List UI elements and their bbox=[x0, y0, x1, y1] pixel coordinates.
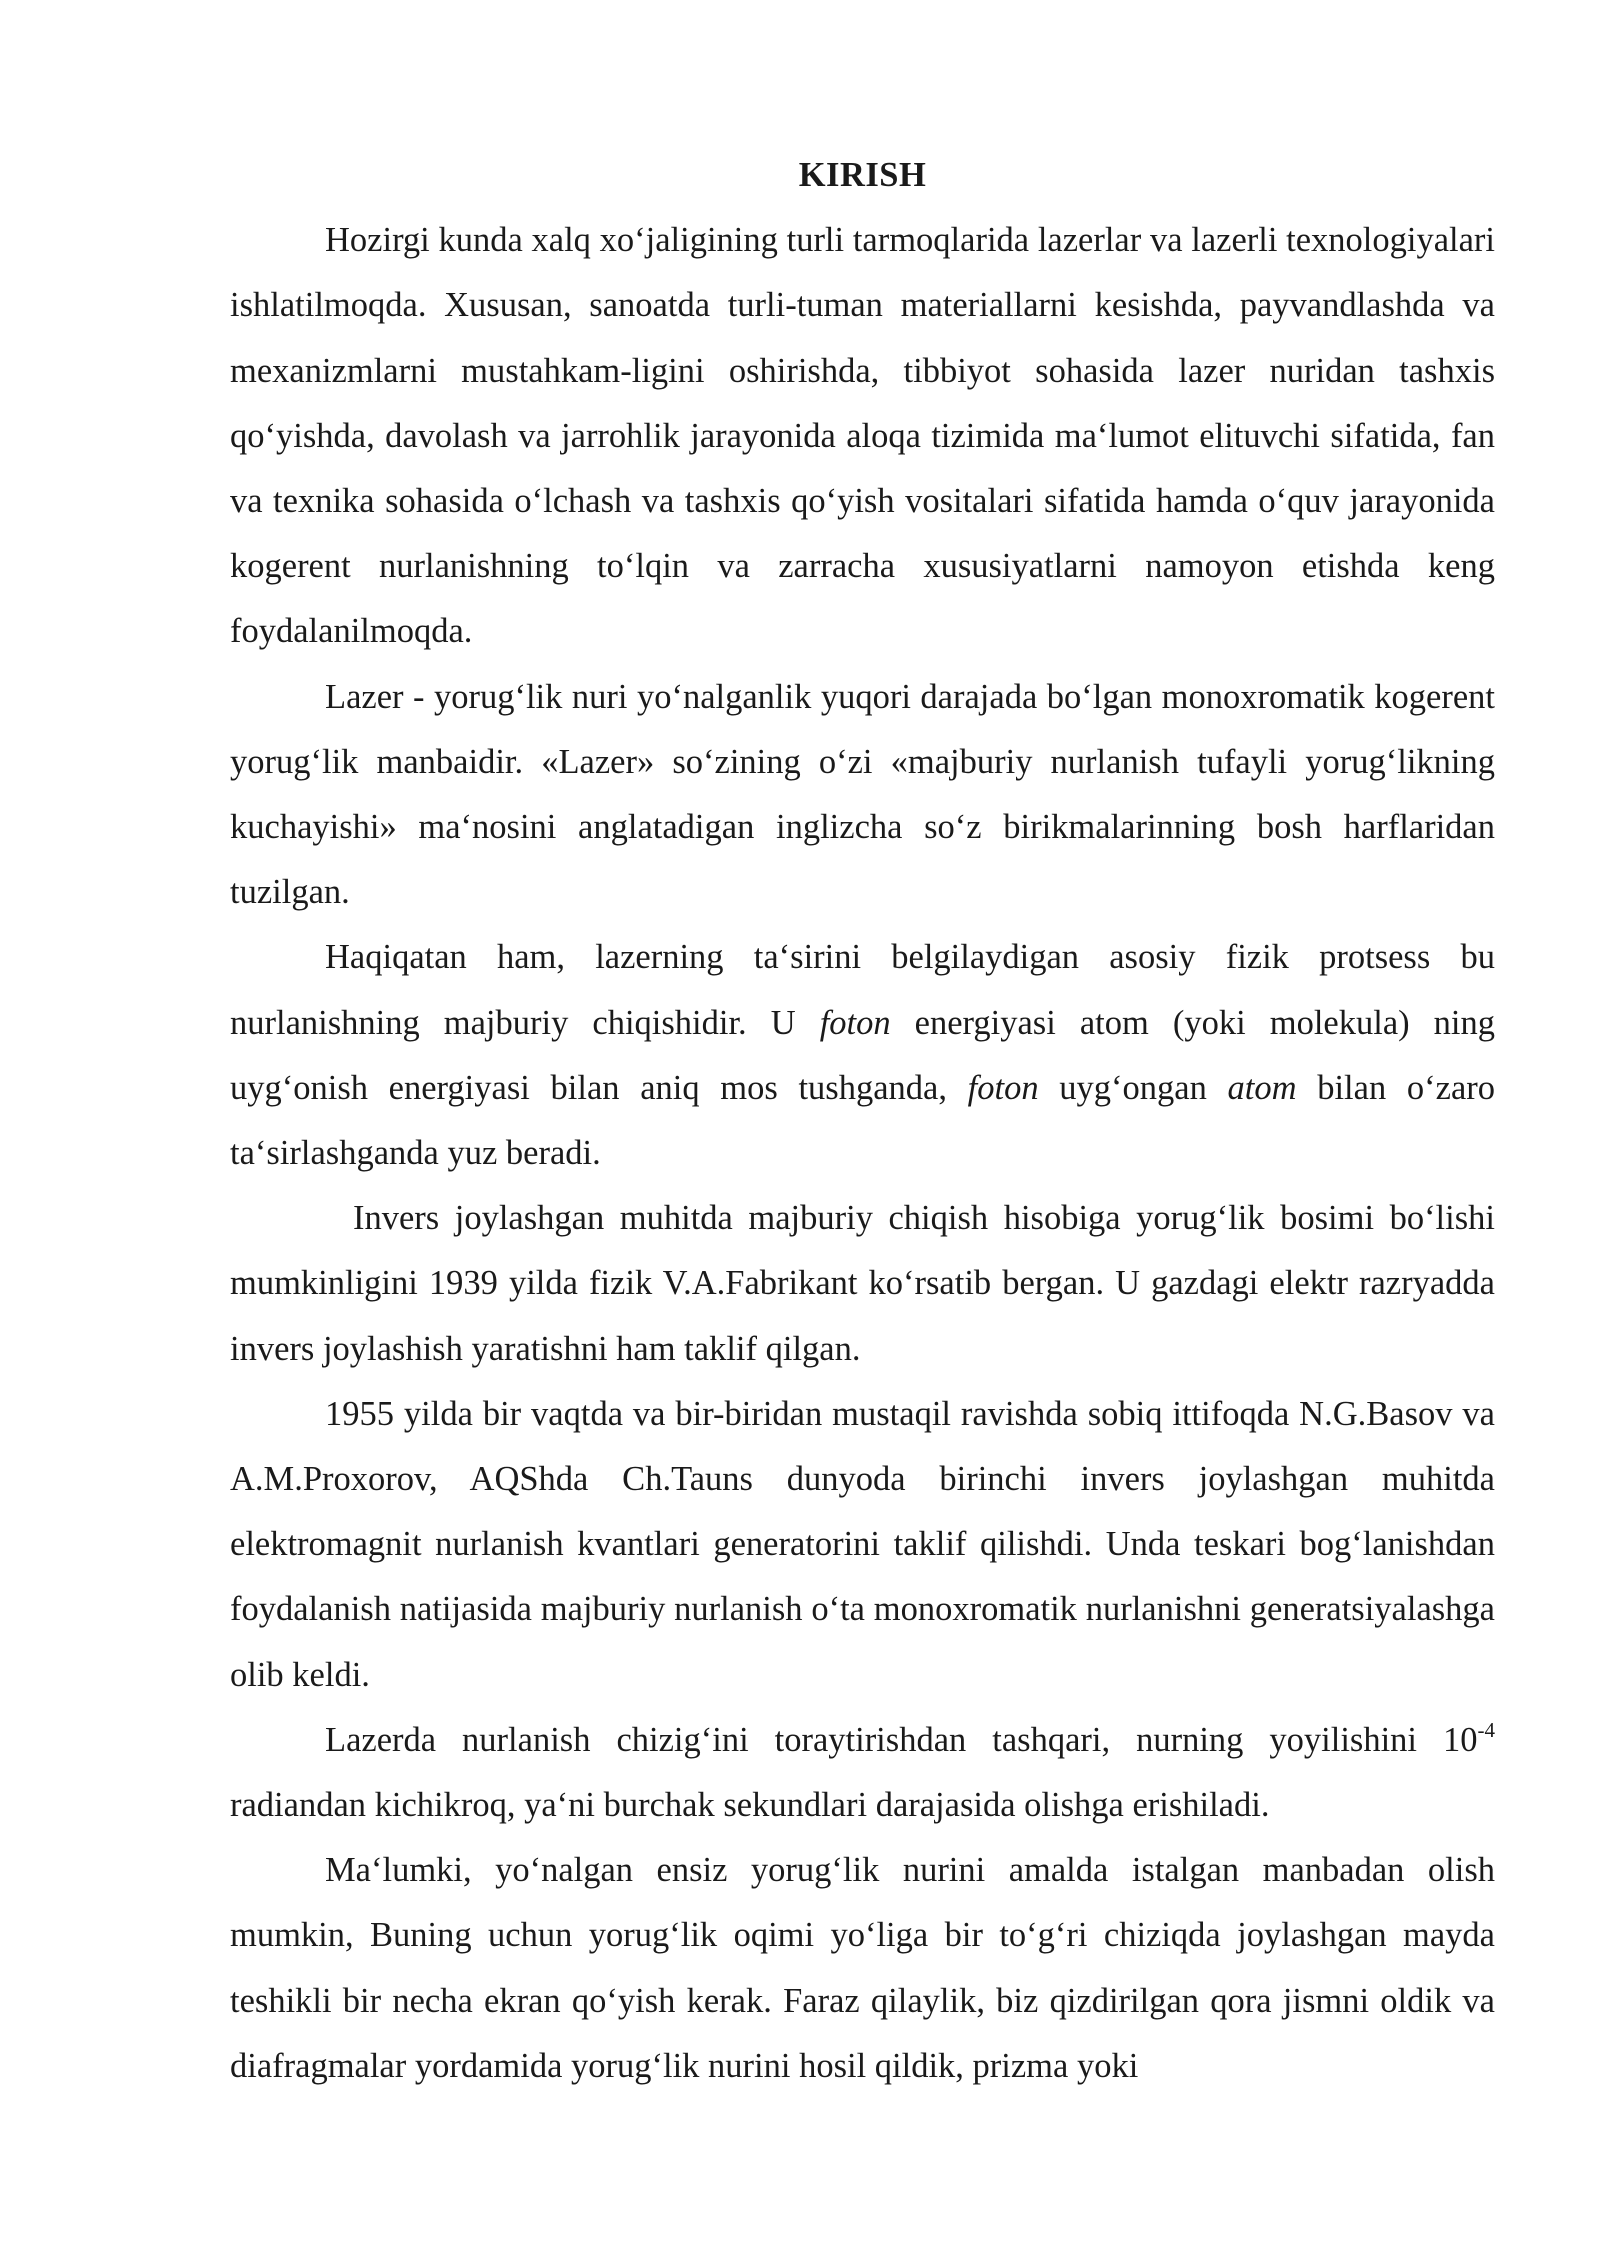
italic-term-foton: foton bbox=[819, 1003, 891, 1042]
paragraph-stimulated-emission bbox=[230, 925, 1495, 1186]
page-content bbox=[230, 143, 1495, 2099]
text-run: Lazerda nurlanish chizig‘ini toraytirishdan tashqari, nurning yoyilishini 10 bbox=[325, 1720, 1478, 1759]
italic-term-foton: foton bbox=[967, 1068, 1039, 1107]
paragraph-inverse-population: Invers joylashgan muhitda majburiy chiqish hisobiga yorug‘lik bosimi bo‘lishi mumkinligini 1939 yilda fizik V.A.Fabrikant ko‘rsatib bergan. U gazdagi elektr razryadda invers joylashish yaratishni ham taklif qilgan. bbox=[230, 1199, 1495, 1368]
text-run: bilan o‘zaro ta‘sirlashganda yuz beradi. bbox=[230, 1068, 1495, 1173]
text-run: energiyasi atom (yoki molekula) ning uyg‘onish energiyasi bilan aniq mos tushganda, bbox=[230, 1003, 1495, 1107]
page-title: KIRISH bbox=[798, 156, 927, 194]
paragraph-history-1955: 1955 yilda bir vaqtda va bir-biridan mustaqil ravishda sobiq ittifoqda N.G.Basov va A.M.Proxorov, AQShda Ch.Tauns dunyoda birinchi invers joylashgan muhitda elektromagnit nurlanish kvantlari generatorini taklif qilishdi. Unda teskari bog‘lanishdan foydalanish natijasida majburiy nurlanish o‘ta monoxromatik nurlanishni generatsiyalashga olib keldi. bbox=[230, 1394, 1495, 1694]
paragraph-divergence bbox=[230, 1708, 1495, 1838]
text-run: uyg‘ongan bbox=[1038, 1068, 1228, 1107]
text-run: radiandan kichikroq, ya‘ni burchak sekundlari darajasida olishga erishiladi. bbox=[230, 1786, 1270, 1825]
paragraph-laser-definition: Lazer - yorug‘lik nuri yo‘nalganlik yuqori darajada bo‘lgan monoxromatik kogerent yorug‘lik manbaidir. «Lazer» so‘zining o‘zi «majburiy nurlanish tufayli yorug‘likning kuchayishi» ma‘nosini anglatadigan inglizcha so‘z birikmalarinning bosh harflaridan tuzilgan. bbox=[230, 677, 1495, 912]
italic-term-atom: atom bbox=[1227, 1068, 1297, 1107]
superscript-exponent: -4 bbox=[1477, 1717, 1495, 1742]
paragraph-intro: Hozirgi kunda xalq xo‘jaligining turli tarmoqlarida lazerlar va lazerli texnologiyalari ishlatilmoqda. Xususan, sanoatda turli-tuman materiallarni kesishda, payvandlashda va mexanizmlarni mustahkam-ligini oshirishda, tibbiyot sohasida lazer nuridan tashxis qo‘yishda, davolash va jarrohlik jarayonida aloqa tizimida ma‘lumot elituvchi sifatida, fan va texnika sohasida o‘lchash va tashxis qo‘yish vositalari sifatida hamda o‘quv jarayonida kogerent nurlanishning to‘lqin va zarracha xususiyatlarni namoyon etishda keng foydalanilmoqda. bbox=[230, 221, 1495, 651]
text-run: Haqiqatan ham, lazerning ta‘sirini belgilaydigan asosiy fizik protsess bu nurlanishning majburiy chiqishidir. U bbox=[230, 938, 1495, 1042]
paragraph-directed-beam: Ma‘lumki, yo‘nalgan ensiz yorug‘lik nurini amalda istalgan manbadan olish mumkin, Buning uchun yorug‘lik oqimi yo‘liga bir to‘g‘ri chiziqda joylashgan mayda teshikli bir necha ekran qo‘yish kerak. Faraz qilaylik, biz qizdirilgan qora jismni oldik va diafragmalar yordamida yorug‘lik nurini hosil qildik, prizma yoki bbox=[230, 1851, 1495, 2085]
